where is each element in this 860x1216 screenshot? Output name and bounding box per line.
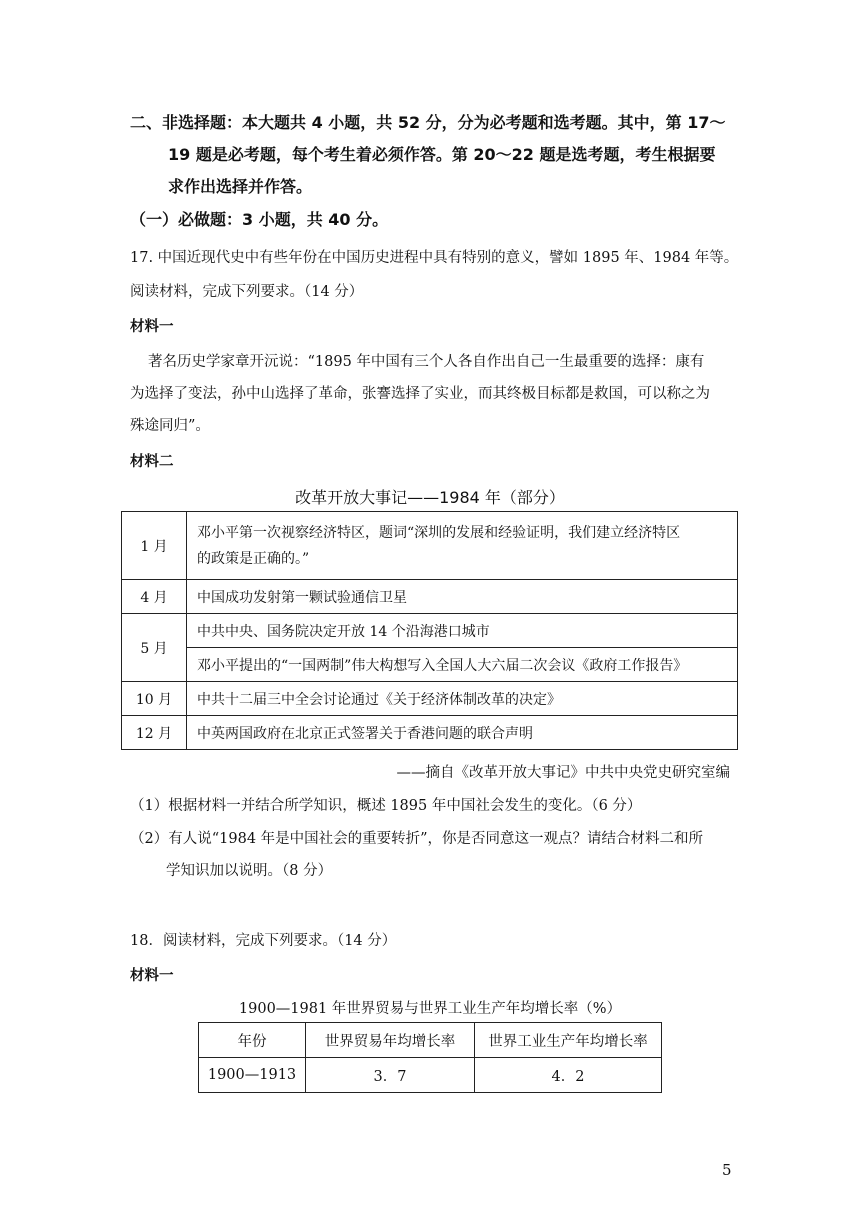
- month-cell: 1 月: [122, 512, 187, 580]
- question-17-line2: 阅读材料，完成下列要求。（14 分）: [130, 284, 364, 300]
- event-cell: 中英两国政府在北京正式签署关于香港问题的联合声明: [187, 716, 738, 750]
- cell-year: 1900—1913: [199, 1058, 306, 1093]
- event-text-line1: 邓小平第一次视察经济特区，题词“深圳的发展和经验证明，我们建立经济特区: [197, 524, 681, 541]
- event-cell: [187, 512, 738, 580]
- events-table-title: 改革开放大事记——1984 年（部分）: [295, 488, 565, 507]
- sub-question-1: （1）根据材料一并结合所学知识，概述 1895 年中国社会发生的变化。（6 分）: [130, 798, 642, 814]
- material-2-label: 材料二: [130, 454, 174, 470]
- question-17-line1: 17. 中国近现代史中有些年份在中国历史进程中具有特别的意义，譬如 1895 年、1984 年等。: [130, 250, 739, 266]
- events-table: [121, 511, 738, 750]
- event-text-line2: 的政策是正确的。”: [197, 550, 310, 567]
- month-cell: 5 月: [122, 614, 187, 682]
- table-row: [122, 648, 738, 682]
- table-row: [122, 580, 738, 614]
- event-cell: 中国成功发射第一颗试验通信卫星: [187, 580, 738, 614]
- section-heading-line1: 二、非选择题：本大题共 4 小题，共 52 分，分为必考题和选考题。其中，第 17～: [130, 113, 726, 132]
- section-heading-line3: 求作出选择并作答。: [168, 177, 313, 196]
- header-industry-growth: 世界工业生产年均增长率: [475, 1023, 662, 1058]
- header-trade-growth: 世界贸易年均增长率: [306, 1023, 475, 1058]
- growth-table-title: 1900—1981 年世界贸易与世界工业生产年均增长率（%）: [238, 1001, 622, 1017]
- event-cell: 中共十二届三中全会讨论通过《关于经济体制改革的决定》: [187, 682, 738, 716]
- q18-material-1-label: 材料一: [130, 968, 174, 984]
- subsection-heading: （一）必做题：3 小题，共 40 分。: [130, 210, 389, 229]
- page-number: 5: [722, 1161, 732, 1179]
- table-row: [122, 682, 738, 716]
- month-cell: 12 月: [122, 716, 187, 750]
- sub-question-2-line2: 学知识加以说明。（8 分）: [166, 863, 333, 879]
- header-year: 年份: [199, 1023, 306, 1058]
- growth-table: [198, 1022, 662, 1093]
- event-cell: 邓小平提出的“一国两制”伟大构想写入全国人大六届二次会议《政府工作报告》: [187, 648, 738, 682]
- section-heading-line2: 19 题是必考题，每个考生着必须作答。第 20～22 题是选考题，考生根据要: [168, 145, 716, 164]
- material-1-label: 材料一: [130, 319, 174, 335]
- event-cell: 中共中央、国务院决定开放 14 个沿海港口城市: [187, 614, 738, 648]
- material-1-line1: 著名历史学家章开沅说：“1895 年中国有三个人各自作出自己一生最重要的选择：康有: [148, 354, 705, 370]
- question-18-line1: 18．阅读材料，完成下列要求。（14 分）: [130, 933, 397, 949]
- material-1-line3: 殊途同归”。: [130, 418, 210, 434]
- sub-question-2-line1: （2）有人说“1984 年是中国社会的重要转折”，你是否同意这一观点？请结合材料二和所: [130, 831, 704, 847]
- cell-industry-growth: 4．2: [475, 1058, 662, 1093]
- month-cell: 10 月: [122, 682, 187, 716]
- table-row: [122, 716, 738, 750]
- table-header-row: [199, 1023, 662, 1058]
- cell-trade-growth: 3．7: [306, 1058, 475, 1093]
- table-row: [199, 1058, 662, 1093]
- source-citation: ——摘自《改革开放大事记》中共中央党史研究室编: [396, 765, 730, 781]
- table-row: [122, 512, 738, 580]
- month-cell: 4 月: [122, 580, 187, 614]
- material-1-line2: 为选择了变法，孙中山选择了革命，张謇选择了实业，而其终极目标都是救国，可以称之为: [130, 386, 710, 402]
- table-row: [122, 614, 738, 648]
